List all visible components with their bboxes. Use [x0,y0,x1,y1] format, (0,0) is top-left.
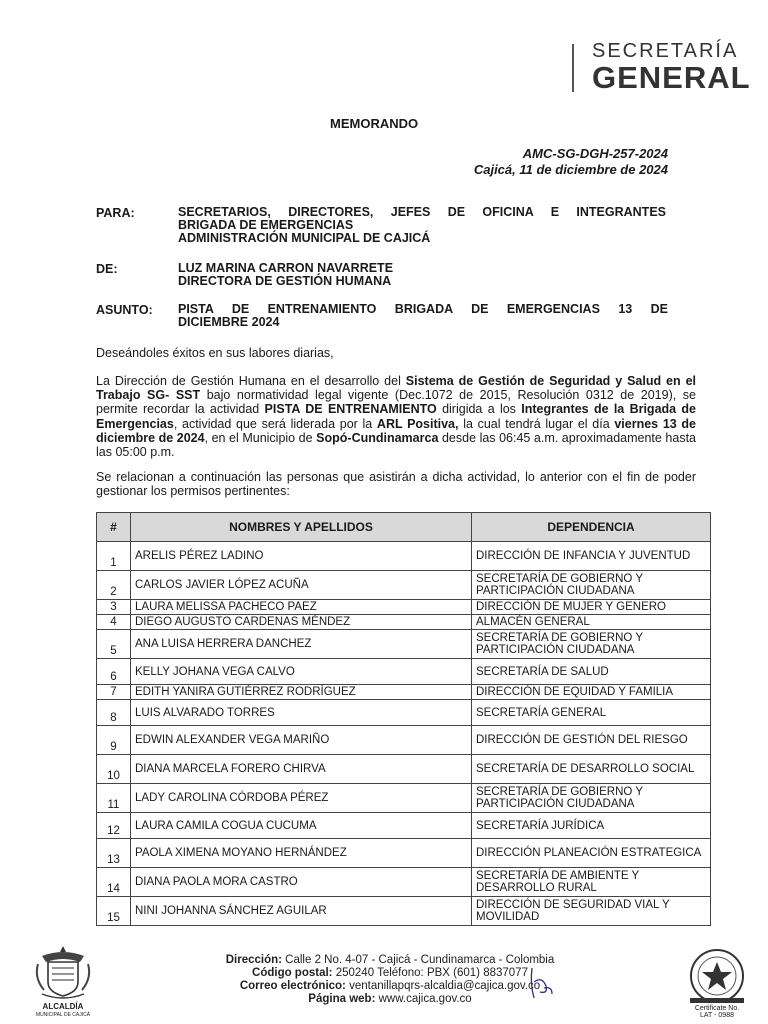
table-row [97,700,711,726]
footer-address: Dirección: Calle 2 No. 4-07 - Cajicá - Cundinamarca - Colombia [225,954,555,966]
row-number: 9 [97,726,131,755]
row-name: CARLOS JAVIER LÓPEZ ACUÑA [131,571,472,600]
body-paragraph-2: Se relacionan a continuación las personas que asistirán a dicha actividad, lo anterior con el fin de poder gestionar los permisos pertinentes: [96,470,696,498]
footer-email: Correo electrónico: ventanillapqrs-alcaldia@cajica.gov.co [239,980,541,992]
row-name: EDWIN ALEXANDER VEGA MARIÑO [131,726,472,755]
row-number: 8 [97,700,131,726]
row-number: 7 [97,685,131,700]
de-label: DE: [96,262,118,276]
memo-date: Cajicá, 11 de diciembre de 2024 [473,162,668,177]
certificate-label: Certificate No. [694,1005,740,1012]
column-header-number: # [97,513,131,542]
row-department: SECRETARÍA JURÍDICA [472,813,711,839]
row-name: LADY CAROLINA CÓRDOBA PÉREZ [131,784,472,813]
memo-title: MEMORANDO [330,116,419,131]
asunto-line: PISTA DE ENTRENAMIENTO BRIGADA DE EMERGENCIAS 13 DE [178,302,668,316]
municipal-seal-logo [28,942,98,1018]
row-department: ALMACÉN GENERAL [472,615,711,630]
row-department: SECRETARÍA GENERAL [472,700,711,726]
row-name: DIANA PAOLA MORA CASTRO [131,868,472,897]
certification-badge-icon [684,948,750,1018]
attendee-table [96,512,711,926]
para-line: SECRETARIOS, DIRECTORES, JEFES DE OFICINA E INTEGRANTES [178,205,666,219]
column-header-department: DEPENDENCIA [472,513,711,542]
table-row [97,630,711,659]
table-row [97,615,711,630]
certificate-number: LAT - 0988 [700,1012,734,1018]
table-row [97,726,711,755]
footer-postal: Código postal: 250240 Teléfono: PBX (601) 8837077 [252,967,528,979]
table-row [97,868,711,897]
asunto-line: DICIEMBRE 2024 [178,315,280,329]
de-line: DIRECTORA DE GESTIÓN HUMANA [178,274,392,288]
coat-of-arms-icon [28,942,98,1018]
column-header-name: NOMBRES Y APELLIDOS [131,513,472,542]
row-department: SECRETARÍA DE GOBIERNO Y PARTICIPACIÓN CIUDADANA [472,784,711,813]
table-row [97,659,711,685]
table-row [97,897,711,926]
brand-line-1: SECRETARÍA [592,40,739,62]
asunto-subject [178,303,668,329]
row-department: SECRETARÍA DE SALUD [472,659,711,685]
table-row [97,542,711,571]
row-name: LUIS ALVARADO TORRES [131,700,472,726]
row-department: DIRECCIÓN DE INFANCIA Y JUVENTUD [472,542,711,571]
row-department: SECRETARÍA DE DESARROLLO SOCIAL [472,755,711,784]
table-row [97,839,711,868]
row-department: DIRECCIÓN DE GESTIÓN DEL RIESGO [472,726,711,755]
row-number: 15 [97,897,131,926]
row-number: 12 [97,813,131,839]
para-label: PARA: [96,206,135,220]
row-number: 5 [97,630,131,659]
footer-web: Página web: www.cajica.gov.co [308,993,472,1005]
row-name: LAURA CAMILA COGUA CUCUMA [131,813,472,839]
body-paragraph-1: La Dirección de Gestión Humana en el desarrollo del Sistema de Gestión de Seguridad y Salud en el Trabajo SG- SST bajo normatividad legal vigente (Dec.1072 de 2015, Resolución 0312 de 2019), se permite recordar la actividad PISTA DE ENTRENAMIENTO dirigida a los Integrantes de la Brigada de Emergencias, actividad que será liderada por la ARL Positiva, la cual tendrá lugar el día viernes 13 de diciembre de 2024, en el Municipio de Sopó-Cundinamarca desde las 06:45 a.m. aproximadamente hasta las 05:00 p.m. [96,374,697,460]
memo-reference-code: AMC-SG-DGH-257-2024 [522,146,668,161]
signature-mark [526,964,556,1002]
row-name: DIANA MARCELA FORERO CHIRVA [131,755,472,784]
row-number: 2 [97,571,131,600]
row-number: 10 [97,755,131,784]
brand-divider [572,44,574,92]
row-department: DIRECCIÓN DE SEGURIDAD VIAL Y MOVILIDAD [472,897,711,926]
row-number: 4 [97,615,131,630]
row-name: PAOLA XIMENA MOYANO HERNÁNDEZ [131,839,472,868]
para-recipients [178,206,666,245]
table-row [97,600,711,615]
para-line: ADMINISTRACIÓN MUNICIPAL DE CAJICÁ [178,231,431,245]
para-line: BRIGADA DE EMERGENCIAS [178,218,354,232]
greeting: Deseándoles éxitos en sus labores diarias, [96,346,334,360]
brand-line-2: GENERAL [592,60,751,95]
seal-text-sub: MUNICIPAL DE CAJICÁ [35,1012,91,1018]
table-row [97,755,711,784]
de-line: LUZ MARINA CARRON NAVARRETE [178,261,394,275]
row-department: DIRECCIÓN DE MUJER Y GENERO [472,600,711,615]
row-department: DIRECCIÓN PLANEACIÓN ESTRATEGICA [472,839,711,868]
de-sender [178,262,666,288]
table-row [97,813,711,839]
row-number: 11 [97,784,131,813]
row-number: 1 [97,542,131,571]
table-header-row [97,513,711,542]
row-department: DIRECCIÓN DE EQUIDAD Y FAMILIA [472,685,711,700]
row-number: 3 [97,600,131,615]
seal-text-main: ALCALDÍA [42,1002,84,1011]
row-number: 14 [97,868,131,897]
row-department: SECRETARÍA DE GOBIERNO Y PARTICIPACIÓN CIUDADANA [472,630,711,659]
asunto-label: ASUNTO: [96,303,153,317]
row-number: 13 [97,839,131,868]
table-row [97,685,711,700]
row-number: 6 [97,659,131,685]
table-row [97,571,711,600]
row-name: KELLY JOHANA VEGA CALVO [131,659,472,685]
row-name: DIEGO AUGUSTO CARDENAS MÉNDEZ [131,615,472,630]
row-name: ANA LUISA HERRERA DANCHEZ [131,630,472,659]
row-name: ARELIS PÉREZ LADINO [131,542,472,571]
certification-seal [684,948,750,1018]
row-name: LAURA MELISSA PACHECO PAEZ [131,600,472,615]
row-department: SECRETARÍA DE GOBIERNO Y PARTICIPACIÓN CIUDADANA [472,571,711,600]
table-row [97,784,711,813]
row-department: SECRETARÍA DE AMBIENTE Y DESARROLLO RURAL [472,868,711,897]
row-name: EDITH YANIRA GUTIÉRREZ RODRÍGUEZ [131,685,472,700]
row-name: NINI JOHANNA SÁNCHEZ AGUILAR [131,897,472,926]
